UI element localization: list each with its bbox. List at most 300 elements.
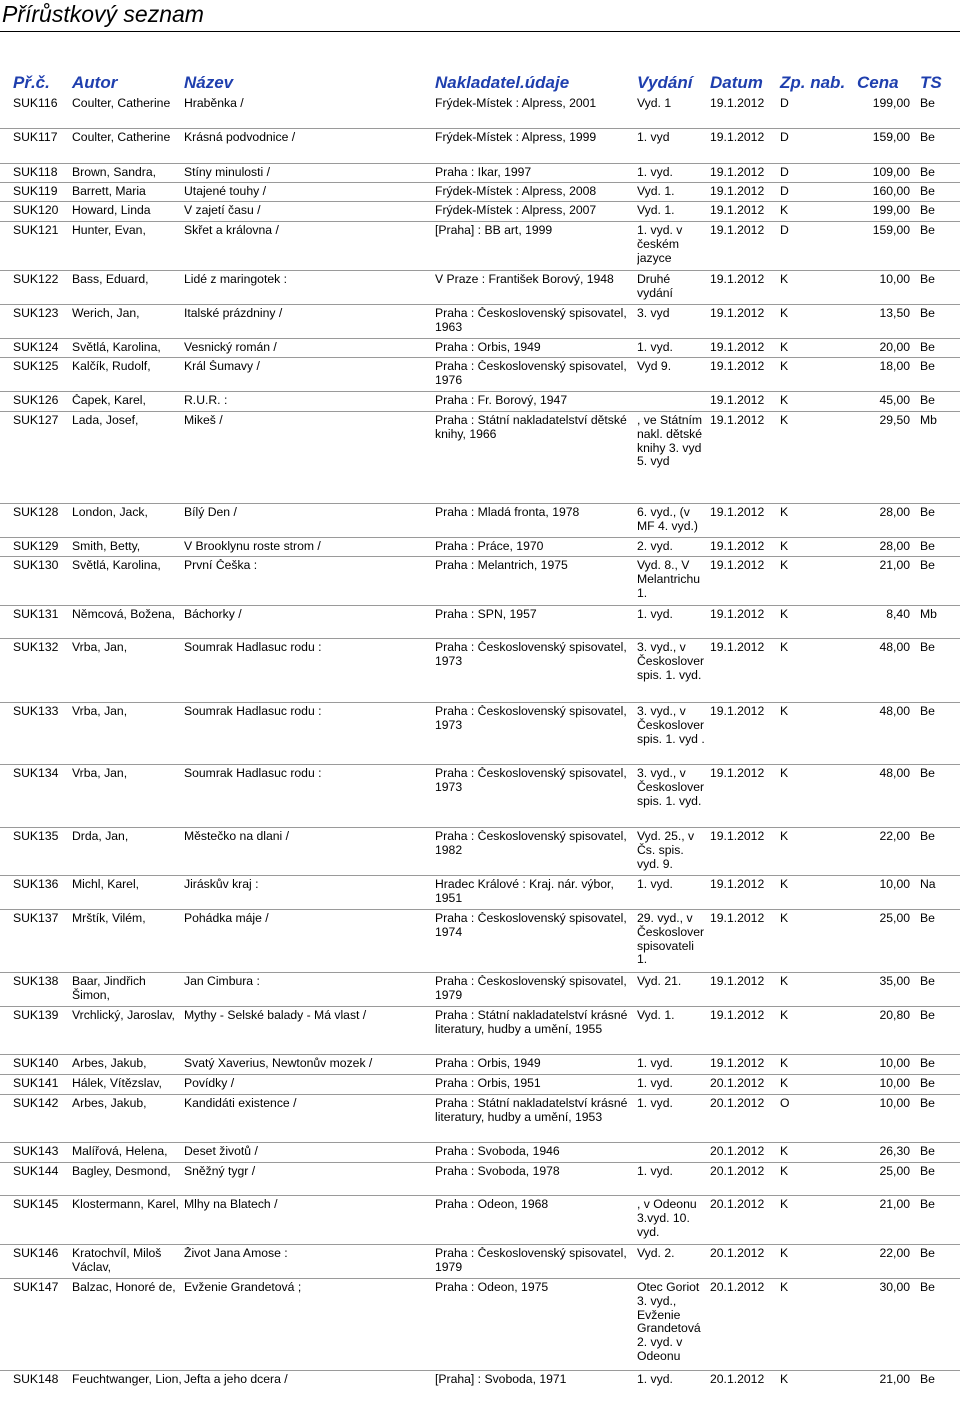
- cell-acc-no: SUK130: [13, 559, 59, 572]
- cell-price: 48,00: [879, 705, 910, 718]
- cell-acc-no: SUK116: [13, 97, 58, 110]
- cell-acq-mode: K: [780, 540, 789, 553]
- cell-date: 19.1.2012: [710, 97, 765, 110]
- cell-acq-mode: K: [780, 273, 789, 286]
- header-title: Název: [184, 73, 234, 92]
- table-row: [0, 1077, 960, 1095]
- cell-author: Lada, Josef,: [72, 414, 139, 427]
- cell-author: Brown, Sandra,: [72, 166, 157, 179]
- cell-author: Bagley, Desmond,: [72, 1165, 171, 1178]
- row-separator: [0, 128, 960, 129]
- header-publisher: Nakladatel.údaje: [435, 73, 570, 92]
- header-author: Autor: [72, 73, 118, 92]
- cell-acc-no: SUK142: [13, 1097, 59, 1110]
- cell-edition: 2. vyd.: [637, 540, 673, 553]
- cell-edition: 3. vyd., v Českoslover spis. 1. vyd.: [637, 767, 705, 808]
- cell-price: 29,50: [879, 414, 910, 427]
- cell-date: 20.1.2012: [710, 1077, 765, 1090]
- cell-title: Sněžný tygr /: [184, 1165, 256, 1178]
- cell-ts: Be: [920, 705, 935, 718]
- cell-ts: Be: [920, 975, 935, 988]
- cell-ts: Be: [920, 394, 935, 407]
- cell-author: Balzac, Honoré de,: [72, 1281, 176, 1294]
- cell-title: V zajetí času /: [184, 204, 261, 217]
- cell-price: 22,00: [879, 1247, 910, 1260]
- cell-date: 20.1.2012: [710, 1247, 765, 1260]
- cell-acq-mode: K: [780, 1145, 789, 1158]
- cell-price: 159,00: [872, 131, 910, 144]
- cell-acc-no: SUK122: [13, 273, 59, 286]
- cell-title: Utajené touhy /: [184, 185, 266, 198]
- row-separator: [0, 909, 960, 910]
- cell-acc-no: SUK117: [13, 131, 58, 144]
- cell-publisher: Praha : Práce, 1970: [435, 540, 544, 553]
- cell-date: 20.1.2012: [710, 1145, 765, 1158]
- cell-publisher: Praha : Orbis, 1949: [435, 1057, 541, 1070]
- cell-price: 30,00: [879, 1281, 910, 1294]
- cell-title: První Češka :: [184, 559, 258, 572]
- cell-acc-no: SUK123: [13, 307, 59, 320]
- cell-date: 19.1.2012: [710, 131, 765, 144]
- cell-title: Soumrak Hadlasuc rodu :: [184, 767, 322, 780]
- cell-price: 199,00: [872, 204, 910, 217]
- title-rule: [0, 31, 960, 32]
- cell-publisher: Praha : Československý spisovatel, 1963: [435, 307, 627, 334]
- table-row: [0, 185, 960, 202]
- row-separator: [0, 1094, 960, 1095]
- cell-author: Hunter, Evan,: [72, 224, 146, 237]
- cell-acc-no: SUK124: [13, 341, 59, 354]
- table-row: [0, 1247, 960, 1279]
- cell-edition: Vyd. 1: [637, 97, 672, 110]
- cell-price: 48,00: [879, 767, 910, 780]
- cell-publisher: Praha : Československý spisovatel, 1979: [435, 975, 627, 1002]
- row-separator: [0, 1162, 960, 1163]
- row-separator: [0, 875, 960, 876]
- table-row: [0, 131, 960, 164]
- cell-title: Mlhy na Blatech /: [184, 1198, 278, 1211]
- cell-acc-no: SUK131: [13, 608, 59, 621]
- row-separator: [0, 338, 960, 339]
- cell-title: Krásná podvodnice /: [184, 131, 296, 144]
- cell-acq-mode: D: [780, 166, 789, 179]
- cell-acq-mode: D: [780, 97, 789, 110]
- cell-price: 22,00: [879, 830, 910, 843]
- cell-publisher: [Praha] : BB art, 1999: [435, 224, 553, 237]
- cell-date: 19.1.2012: [710, 912, 765, 925]
- row-separator: [0, 605, 960, 606]
- cell-acq-mode: D: [780, 131, 789, 144]
- cell-date: 19.1.2012: [710, 641, 765, 654]
- cell-author: Michl, Karel,: [72, 878, 140, 891]
- table-row: [0, 540, 960, 557]
- cell-title: Jan Cimbura :: [184, 975, 260, 988]
- cell-acc-no: SUK139: [13, 1009, 59, 1022]
- cell-title: Stíny minulosti /: [184, 166, 271, 179]
- cell-acq-mode: K: [780, 912, 789, 925]
- cell-ts: Be: [920, 506, 935, 519]
- cell-author: Vrba, Jan,: [72, 641, 128, 654]
- cell-price: 109,00: [872, 166, 910, 179]
- cell-price: 21,00: [879, 559, 910, 572]
- cell-author: Howard, Linda: [72, 204, 151, 217]
- header-acc-no: Př.č.: [13, 73, 50, 92]
- cell-ts: Be: [920, 185, 935, 198]
- cell-edition: , v Odeonu 3.vyd. 10. vyd.: [637, 1198, 697, 1239]
- cell-ts: Be: [920, 1077, 935, 1090]
- cell-edition: 29. vyd., v Českoslover spisovateli 1.: [637, 912, 705, 967]
- cell-price: 48,00: [879, 641, 910, 654]
- cell-acq-mode: K: [780, 1247, 789, 1260]
- cell-author: Světlá, Karolina,: [72, 559, 161, 572]
- cell-edition: Vyd. 1.: [637, 185, 675, 198]
- cell-edition: 1. vyd.: [637, 1077, 673, 1090]
- cell-acq-mode: K: [780, 1198, 789, 1211]
- cell-edition: 1. vyd.: [637, 341, 673, 354]
- table-row: [0, 394, 960, 412]
- row-separator: [0, 1195, 960, 1196]
- cell-date: 20.1.2012: [710, 1165, 765, 1178]
- cell-publisher: Praha : Melantrich, 1975: [435, 559, 568, 572]
- cell-date: 19.1.2012: [710, 341, 765, 354]
- cell-publisher: Frýdek-Místek : Alpress, 2008: [435, 185, 597, 198]
- cell-acq-mode: K: [780, 394, 789, 407]
- cell-ts: Be: [920, 830, 935, 843]
- cell-edition: 1. vyd. v českém jazyce: [637, 224, 683, 265]
- header-acq-mode: Zp. nab.: [780, 73, 846, 92]
- cell-author: Coulter, Catherine: [72, 97, 171, 110]
- cell-author: Arbes, Jakub,: [72, 1097, 147, 1110]
- cell-ts: Mb: [920, 414, 937, 427]
- cell-date: 19.1.2012: [710, 273, 765, 286]
- row-separator: [0, 972, 960, 973]
- cell-ts: Be: [920, 1057, 935, 1070]
- cell-price: 10,00: [879, 1097, 910, 1110]
- cell-acq-mode: K: [780, 878, 789, 891]
- table-header: [0, 73, 960, 95]
- cell-date: 19.1.2012: [710, 360, 765, 373]
- row-separator: [0, 221, 960, 222]
- cell-acq-mode: K: [780, 307, 789, 320]
- cell-ts: Be: [920, 1097, 935, 1110]
- cell-ts: Be: [920, 912, 935, 925]
- cell-title: Městečko na dlani /: [184, 830, 290, 843]
- cell-title: Pohádka máje /: [184, 912, 269, 925]
- table-row: [0, 705, 960, 765]
- cell-edition: 1. vyd.: [637, 166, 673, 179]
- cell-acc-no: SUK128: [13, 506, 59, 519]
- cell-publisher: Praha : Československý spisovatel, 1973: [435, 641, 627, 668]
- cell-acc-no: SUK118: [13, 166, 58, 179]
- cell-acq-mode: K: [780, 1077, 789, 1090]
- cell-title: Skřet a královna /: [184, 224, 279, 237]
- row-separator: [0, 702, 960, 703]
- cell-acq-mode: D: [780, 185, 789, 198]
- cell-title: Lidé z maringotek :: [184, 273, 287, 286]
- cell-ts: Be: [920, 559, 935, 572]
- cell-date: 19.1.2012: [710, 559, 765, 572]
- cell-author: Kratochvíl, Miloš Václav,: [72, 1247, 162, 1274]
- cell-author: Čapek, Karel,: [72, 394, 146, 407]
- table-row: [0, 414, 960, 504]
- row-separator: [0, 304, 960, 305]
- cell-date: 19.1.2012: [710, 394, 765, 407]
- cell-acc-no: SUK134: [13, 767, 59, 780]
- cell-date: 19.1.2012: [710, 1009, 765, 1022]
- cell-date: 19.1.2012: [710, 767, 765, 780]
- cell-ts: Be: [920, 360, 935, 373]
- row-separator: [0, 270, 960, 271]
- cell-acc-no: SUK121: [13, 224, 59, 237]
- cell-price: 160,00: [872, 185, 910, 198]
- row-separator: [0, 411, 960, 412]
- cell-title: Jefta a jeho dcera /: [184, 1373, 288, 1386]
- cell-author: Vrchlický, Jaroslav,: [72, 1009, 175, 1022]
- cell-author: Vrba, Jan,: [72, 705, 128, 718]
- cell-price: 21,00: [879, 1198, 910, 1211]
- table-row: [0, 975, 960, 1007]
- cell-ts: Be: [920, 1198, 935, 1211]
- cell-price: 10,00: [879, 878, 910, 891]
- cell-price: 159,00: [872, 224, 910, 237]
- cell-edition: 1. vyd.: [637, 608, 673, 621]
- cell-acq-mode: K: [780, 341, 789, 354]
- table-row: [0, 506, 960, 538]
- cell-title: Evženie Grandetová ;: [184, 1281, 302, 1294]
- cell-ts: Be: [920, 1373, 935, 1386]
- cell-acq-mode: K: [780, 414, 789, 427]
- cell-publisher: Praha : Fr. Borový, 1947: [435, 394, 568, 407]
- row-separator: [0, 163, 960, 164]
- cell-publisher: Praha : Československý spisovatel, 1973: [435, 705, 627, 732]
- row-separator: [0, 503, 960, 504]
- table-row: [0, 559, 960, 606]
- cell-acq-mode: D: [780, 224, 789, 237]
- table-row: [0, 1165, 960, 1196]
- cell-ts: Be: [920, 767, 935, 780]
- row-separator: [0, 201, 960, 202]
- table-row: [0, 1057, 960, 1075]
- cell-publisher: Praha : Orbis, 1951: [435, 1077, 541, 1090]
- cell-date: 20.1.2012: [710, 1097, 765, 1110]
- cell-edition: Vyd. 25., v Čs. spis. vyd. 9.: [637, 830, 695, 871]
- cell-acc-no: SUK147: [13, 1281, 59, 1294]
- cell-ts: Be: [920, 131, 935, 144]
- row-separator: [0, 1244, 960, 1245]
- row-separator: [0, 827, 960, 828]
- cell-edition: 1. vyd.: [637, 1057, 673, 1070]
- table-row: [0, 224, 960, 271]
- cell-price: 26,30: [879, 1145, 910, 1158]
- row-separator: [0, 764, 960, 765]
- cell-publisher: Praha : Státní nakladatelství dětské knihy, 1966: [435, 414, 627, 441]
- row-separator: [0, 638, 960, 639]
- cell-edition: 3. vyd., v Českoslover spis. 1. vyd .: [637, 705, 705, 746]
- cell-date: 19.1.2012: [710, 414, 765, 427]
- cell-edition: 1. vyd: [637, 131, 670, 144]
- cell-acq-mode: K: [780, 608, 789, 621]
- table-row: [0, 767, 960, 828]
- cell-acq-mode: K: [780, 559, 789, 572]
- cell-date: 19.1.2012: [710, 307, 765, 320]
- cell-acc-no: SUK145: [13, 1198, 59, 1211]
- table-row: [0, 97, 960, 129]
- table-row: [0, 1097, 960, 1143]
- table-row: [0, 1198, 960, 1245]
- table-row: [0, 912, 960, 973]
- cell-acq-mode: K: [780, 1281, 789, 1294]
- cell-acq-mode: K: [780, 641, 789, 654]
- table-row: [0, 1145, 960, 1163]
- row-separator: [0, 1278, 960, 1279]
- cell-title: Král Šumavy /: [184, 360, 260, 373]
- cell-publisher: Praha : Orbis, 1949: [435, 341, 541, 354]
- cell-acq-mode: K: [780, 204, 789, 217]
- cell-price: 28,00: [879, 506, 910, 519]
- cell-publisher: Praha : Odeon, 1975: [435, 1281, 549, 1294]
- cell-edition: Druhé vydání: [637, 273, 673, 300]
- cell-ts: Be: [920, 204, 935, 217]
- cell-ts: Be: [920, 1281, 935, 1294]
- cell-price: 25,00: [879, 1165, 910, 1178]
- cell-author: Baar, Jindřich Šimon,: [72, 975, 146, 1002]
- cell-publisher: Praha : Mladá fronta, 1978: [435, 506, 580, 519]
- cell-ts: Be: [920, 1009, 935, 1022]
- cell-author: Drda, Jan,: [72, 830, 129, 843]
- cell-ts: Be: [920, 540, 935, 553]
- header-price: Cena: [857, 73, 899, 92]
- table-row: [0, 166, 960, 183]
- cell-date: 20.1.2012: [710, 1373, 765, 1386]
- row-separator: [0, 1006, 960, 1007]
- cell-date: 19.1.2012: [710, 224, 765, 237]
- cell-author: Coulter, Catherine: [72, 131, 171, 144]
- table-row: [0, 608, 960, 639]
- row-separator: [0, 357, 960, 358]
- cell-acq-mode: K: [780, 360, 789, 373]
- cell-edition: 3. vyd., v Českoslover spis. 1. vyd.: [637, 641, 705, 682]
- cell-author: Feuchtwanger, Lion,: [72, 1373, 182, 1386]
- cell-publisher: Praha : Státní nakladatelství krásné literatury, hudby a umění, 1953: [435, 1097, 628, 1124]
- cell-author: Barrett, Maria: [72, 185, 146, 198]
- cell-edition: Vyd. 8., V Melantrichu 1.: [637, 559, 700, 600]
- cell-title: Deset životů /: [184, 1145, 258, 1158]
- cell-title: Mikeš /: [184, 414, 223, 427]
- table-row: [0, 1281, 960, 1371]
- cell-date: 19.1.2012: [710, 506, 765, 519]
- row-separator: [0, 1142, 960, 1143]
- cell-edition: 1. vyd.: [637, 1373, 673, 1386]
- cell-acc-no: SUK132: [13, 641, 59, 654]
- cell-price: 35,00: [879, 975, 910, 988]
- cell-acq-mode: K: [780, 1373, 789, 1386]
- cell-publisher: Frýdek-Místek : Alpress, 1999: [435, 131, 597, 144]
- cell-author: Arbes, Jakub,: [72, 1057, 147, 1070]
- row-separator: [0, 1074, 960, 1075]
- cell-date: 19.1.2012: [710, 185, 765, 198]
- cell-title: Soumrak Hadlasuc rodu :: [184, 705, 322, 718]
- cell-edition: Vyd. 1.: [637, 204, 675, 217]
- cell-title: V Brooklynu roste strom /: [184, 540, 321, 553]
- cell-acc-no: SUK141: [13, 1077, 59, 1090]
- cell-title: Soumrak Hadlasuc rodu :: [184, 641, 322, 654]
- cell-publisher: Praha : Státní nakladatelství krásné literatury, hudby a umění, 1955: [435, 1009, 628, 1036]
- cell-date: 19.1.2012: [710, 204, 765, 217]
- table-row: [0, 1009, 960, 1055]
- cell-date: 19.1.2012: [710, 830, 765, 843]
- cell-acc-no: SUK120: [13, 204, 59, 217]
- cell-publisher: Praha : Československý spisovatel, 1976: [435, 360, 627, 387]
- cell-price: 20,00: [879, 341, 910, 354]
- table-row: [0, 1373, 960, 1403]
- cell-author: Werich, Jan,: [72, 307, 140, 320]
- cell-title: Hraběnka /: [184, 97, 244, 110]
- row-separator: [0, 391, 960, 392]
- cell-edition: Vyd 9.: [637, 360, 672, 373]
- cell-edition: 1. vyd.: [637, 1097, 673, 1110]
- row-separator: [0, 182, 960, 183]
- cell-edition: 1. vyd.: [637, 878, 673, 891]
- cell-title: Italské prázdniny /: [184, 307, 283, 320]
- cell-ts: Be: [920, 166, 935, 179]
- cell-date: 19.1.2012: [710, 166, 765, 179]
- table-row: [0, 341, 960, 358]
- cell-publisher: Praha : Československý spisovatel, 1974: [435, 912, 627, 939]
- cell-acc-no: SUK126: [13, 394, 59, 407]
- cell-title: Život Jana Amose :: [184, 1247, 288, 1260]
- cell-author: Malířová, Helena,: [72, 1145, 168, 1158]
- cell-acc-no: SUK119: [13, 185, 58, 198]
- cell-publisher: Praha : Svoboda, 1946: [435, 1145, 560, 1158]
- cell-acc-no: SUK137: [13, 912, 59, 925]
- header-date: Datum: [710, 73, 763, 92]
- cell-ts: Be: [920, 224, 935, 237]
- cell-price: 25,00: [879, 912, 910, 925]
- cell-title: Kandidáti existence /: [184, 1097, 297, 1110]
- cell-acq-mode: K: [780, 705, 789, 718]
- cell-acc-no: SUK146: [13, 1247, 59, 1260]
- cell-title: Jiráskův kraj :: [184, 878, 259, 891]
- cell-ts: Be: [920, 341, 935, 354]
- table-row: [0, 204, 960, 222]
- cell-edition: , ve Státním nakl. dětské knihy 3. vyd 5. vyd: [637, 414, 703, 469]
- cell-ts: Be: [920, 1165, 935, 1178]
- cell-price: 10,00: [879, 1057, 910, 1070]
- cell-price: 20,80: [879, 1009, 910, 1022]
- cell-publisher: Praha : Československý spisovatel, 1973: [435, 767, 627, 794]
- cell-publisher: Praha : Ikar, 1997: [435, 166, 532, 179]
- cell-author: Mrštík, Vilém,: [72, 912, 146, 925]
- cell-date: 19.1.2012: [710, 705, 765, 718]
- cell-price: 13,50: [879, 307, 910, 320]
- cell-author: Vrba, Jan,: [72, 767, 128, 780]
- cell-acc-no: SUK135: [13, 830, 59, 843]
- cell-price: 8,40: [886, 608, 910, 621]
- cell-edition: Vyd. 1.: [637, 1009, 675, 1022]
- cell-acq-mode: K: [780, 830, 789, 843]
- cell-acq-mode: K: [780, 1165, 789, 1178]
- cell-date: 20.1.2012: [710, 1198, 765, 1211]
- cell-edition: Otec Goriot 3. vyd., Evženie Grandetová 2. vyd. v Odeonu: [637, 1281, 701, 1363]
- cell-ts: Be: [920, 307, 935, 320]
- cell-ts: Be: [920, 1145, 935, 1158]
- cell-author: Klostermann, Karel,: [72, 1198, 180, 1211]
- cell-acq-mode: K: [780, 767, 789, 780]
- table-row: [0, 830, 960, 876]
- cell-author: Hálek, Vítězslav,: [72, 1077, 162, 1090]
- cell-publisher: Praha : Československý spisovatel, 1979: [435, 1247, 627, 1274]
- cell-price: 21,00: [879, 1373, 910, 1386]
